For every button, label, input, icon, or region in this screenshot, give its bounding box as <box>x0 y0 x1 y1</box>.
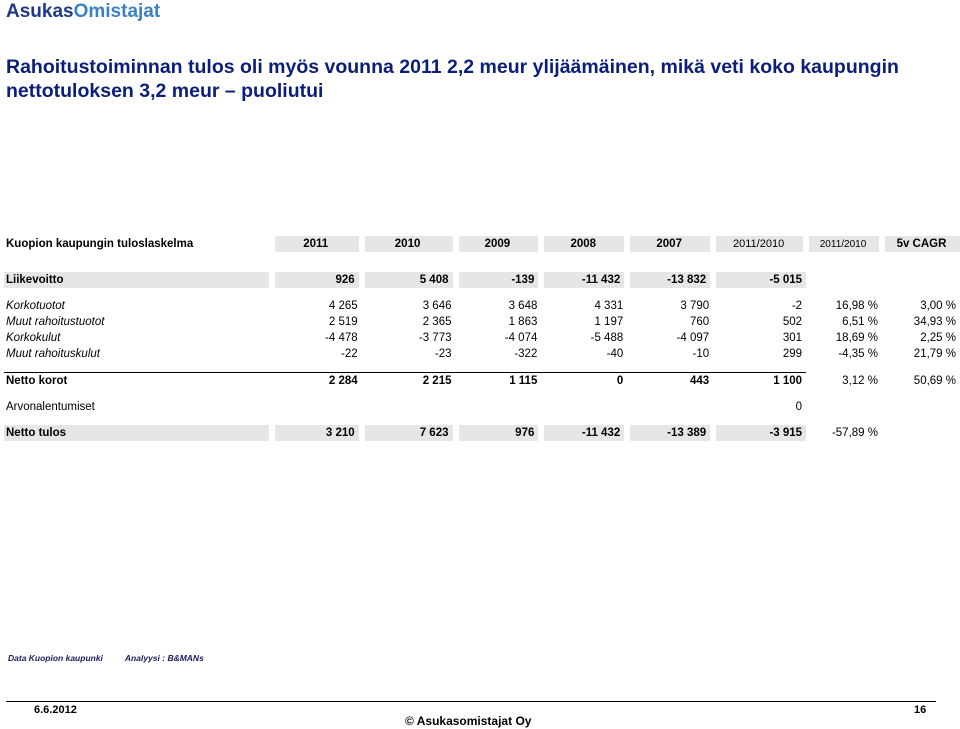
table-cell: 299 <box>782 348 803 360</box>
col-header: 2008 <box>541 236 627 252</box>
table-cell: 443 <box>627 373 713 390</box>
table-cell <box>882 399 960 415</box>
table-cell <box>806 272 882 288</box>
row-label: Arvonalentumiset <box>6 401 95 413</box>
row-label: Korkokulut <box>6 332 61 344</box>
footer-divider <box>6 701 936 702</box>
table-cell: 3 210 <box>272 425 362 441</box>
table-cell <box>272 399 362 415</box>
table-cell <box>882 425 960 441</box>
table-cell <box>541 399 627 415</box>
table-cell: 0 <box>795 401 803 413</box>
table-cell: -5 015 <box>713 272 806 288</box>
table-row <box>4 298 960 314</box>
table-cell: 3 646 <box>422 300 452 312</box>
col-header: 2007 <box>627 236 713 252</box>
table-header-row <box>4 236 960 252</box>
table-cell <box>627 399 713 415</box>
table-cell: -3 773 <box>418 332 452 344</box>
source-text: Data Kuopion kaupunki <box>8 653 103 663</box>
col-header: 2011 <box>272 236 362 252</box>
table-cell: -4 478 <box>325 332 358 344</box>
table-cell: -3 915 <box>713 425 806 441</box>
col-header: 2011/2010 <box>713 236 806 252</box>
income-statement-table <box>4 236 960 441</box>
table-cell: 18,69 % <box>835 332 878 344</box>
table-row-netto-tulos <box>4 425 960 441</box>
table-cell: -10 <box>692 348 710 360</box>
table-cell: 301 <box>782 332 803 344</box>
table-cell: 3,12 % <box>842 374 878 387</box>
table-cell: -11 432 <box>541 272 627 288</box>
col-header: 5v CAGR <box>882 236 960 252</box>
col-header: 2009 <box>456 236 542 252</box>
footer-copyright: © Asukasomistajat Oy <box>405 714 532 728</box>
page-title: Rahoitustoiminnan tulos oli myös vounna 2011 2,2 meur ylijäämäinen, mikä veti koko kaupungin nettotuloksen 3,2 meur – puoliutui <box>6 56 899 102</box>
table-cell: 1 100 <box>713 373 806 390</box>
col-header: 2010 <box>362 236 456 252</box>
table-row-arvonalentumiset <box>4 399 960 415</box>
table-cell: 5 408 <box>362 272 456 288</box>
table-cell: 3 790 <box>680 300 710 312</box>
footer-source <box>8 653 204 663</box>
row-label: Netto korot <box>4 373 272 390</box>
table-cell: -22 <box>341 348 358 360</box>
table-cell: -23 <box>434 348 452 360</box>
row-label: Netto tulos <box>4 425 272 441</box>
table-cell: 50,69 % <box>913 374 956 387</box>
table-cell: -13 389 <box>627 425 713 441</box>
table-cell: 3 648 <box>508 300 538 312</box>
table-cell: -4 097 <box>676 332 710 344</box>
table-cell: 926 <box>272 272 362 288</box>
footer-date: 6.6.2012 <box>34 704 77 716</box>
table-cell: -57,89 % <box>831 427 878 439</box>
table-cell: -13 832 <box>627 272 713 288</box>
table-cell: -139 <box>456 272 542 288</box>
table-cell: 1 863 <box>508 316 538 328</box>
table-cell: -322 <box>514 348 538 360</box>
table-cell: 2,25 % <box>920 332 956 344</box>
analysis-text: Analyysi : B&MANs <box>124 653 204 663</box>
table-cell: 3,00 % <box>920 300 956 312</box>
row-label: Muut rahoitustuotot <box>6 316 105 328</box>
table-cell: -4 074 <box>504 332 538 344</box>
table-cell: -2 <box>791 300 803 312</box>
page-number: 16 <box>914 704 927 716</box>
table-cell: 6,51 % <box>842 316 878 328</box>
table-cell: 502 <box>782 316 803 328</box>
table-cell: 760 <box>689 316 710 328</box>
table-cell <box>882 272 960 288</box>
brand-part2: Omistajat <box>73 1 161 22</box>
row-label: Korkotuotot <box>6 300 65 312</box>
brand-part1: Asukas <box>6 1 74 22</box>
table-row-liikevoitto <box>4 272 960 288</box>
row-label: Liikevoitto <box>4 272 272 288</box>
table-cell: 34,93 % <box>913 316 956 328</box>
table-cell: 1 197 <box>594 316 624 328</box>
table-row-netto-korot <box>4 373 960 390</box>
table-cell: 21,79 % <box>913 348 956 360</box>
table-cell: 2 215 <box>362 373 456 390</box>
table-cell <box>362 399 456 415</box>
table-row <box>4 330 960 346</box>
table-row <box>4 346 960 362</box>
table-cell: -11 432 <box>541 425 627 441</box>
table-cell: 0 <box>541 373 627 390</box>
table-cell <box>806 399 882 415</box>
table-cell: 16,98 % <box>835 300 878 312</box>
table-cell: -40 <box>606 348 624 360</box>
col-header: 2011/2010 <box>806 236 882 252</box>
row-label: Muut rahoituskulut <box>6 348 100 360</box>
table-cell: -4,35 % <box>838 348 878 360</box>
table-cell: 976 <box>456 425 542 441</box>
table-row <box>4 314 960 330</box>
table-header-label: Kuopion kaupungin tuloslaskelma <box>6 238 194 250</box>
table-cell: 4 265 <box>328 300 358 312</box>
brand-logo <box>6 1 160 23</box>
table-cell: 2 519 <box>328 316 358 328</box>
table-cell <box>456 399 542 415</box>
table-cell: -5 488 <box>590 332 624 344</box>
table-cell: 2 284 <box>272 373 362 390</box>
table-cell: 1 115 <box>456 373 542 390</box>
table-cell: 7 623 <box>362 425 456 441</box>
table-cell: 2 365 <box>422 316 452 328</box>
table-cell: 4 331 <box>594 300 624 312</box>
